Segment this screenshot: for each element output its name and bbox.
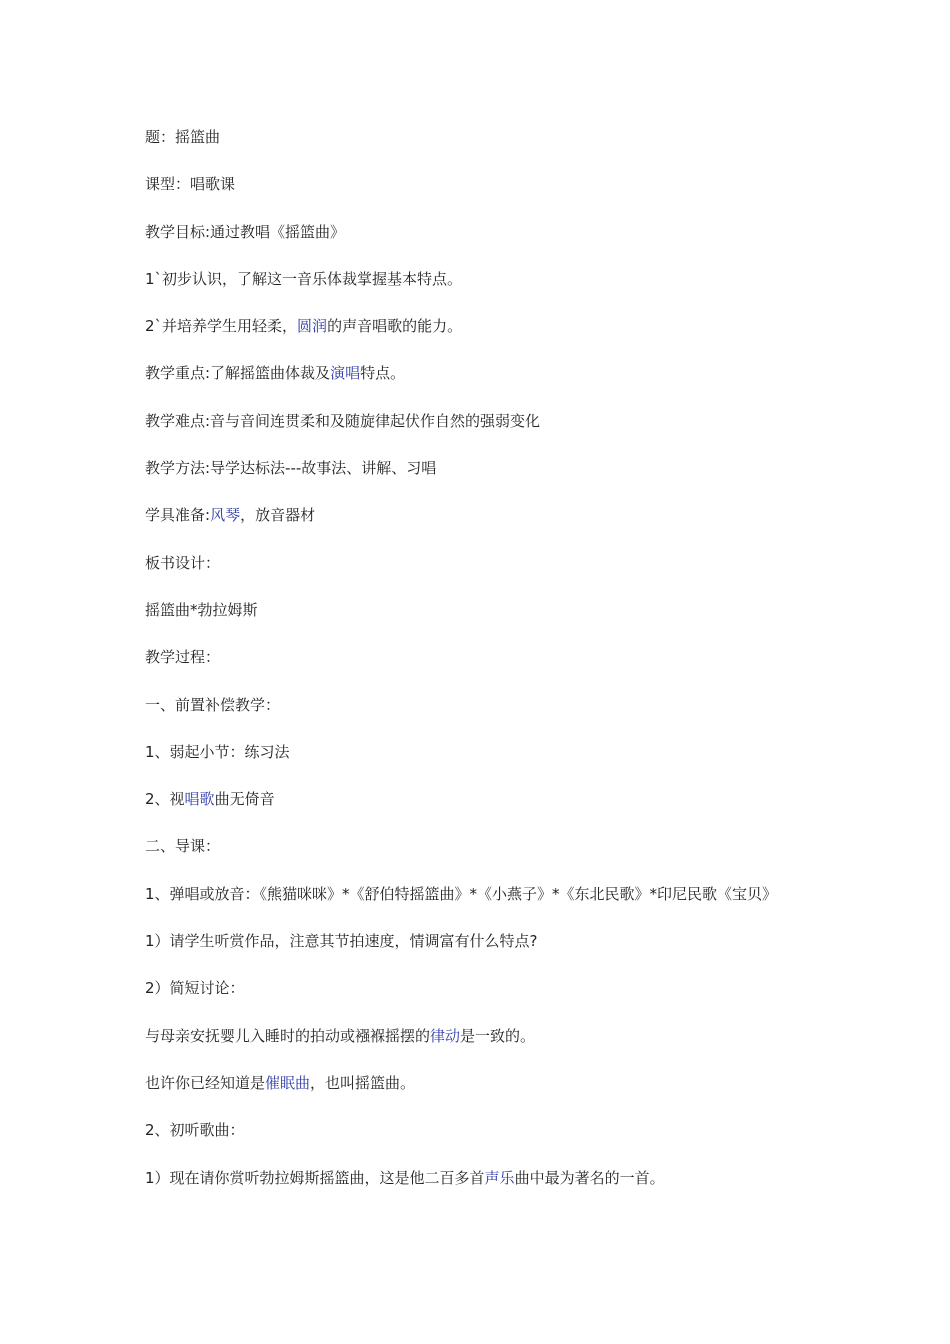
section-1-item-1: 1、弱起小节：练习法 xyxy=(145,742,290,761)
materials-line: 学具准备:风琴，放音器材 xyxy=(145,506,316,525)
link-changge[interactable]: 唱歌 xyxy=(184,790,215,809)
teaching-goal-line: 教学目标:通过教唱《摇篮曲》 xyxy=(145,222,346,241)
link-fengqin[interactable]: 风琴 xyxy=(210,506,241,525)
link-cuimianqu[interactable]: 催眠曲 xyxy=(265,1073,311,1092)
document-body xyxy=(145,126,845,1214)
section-2-sub-1: 1）请学生听赏作品，注意其节拍速度，情调富有什么特点? xyxy=(145,932,538,951)
goal-item-1: 1`初步认识，了解这一音乐体裁掌握基本特点。 xyxy=(145,269,463,288)
key-point-line: 教学重点:了解摇篮曲体裁及演唱特点。 xyxy=(145,364,406,383)
method-line: 教学方法:导学达标法---故事法、讲解、习唱 xyxy=(145,459,437,478)
discussion-line-1: 与母亲安抚婴儿入睡时的拍动或襁褓摇摆的律动是一致的。 xyxy=(145,1026,536,1045)
section-1-item-2: 2、视唱歌曲无倚音 xyxy=(145,790,275,809)
difficulty-line: 教学难点:音与音间连贯柔和及随旋律起伏作自然的强弱变化 xyxy=(145,411,541,430)
discussion-line-2: 也许你已经知道是催眠曲，也叫摇篮曲。 xyxy=(145,1073,416,1092)
board-design-line: 板书设计： xyxy=(145,553,221,572)
listening-line-1: 1）现在请你赏听勃拉姆斯摇篮曲，这是他二百多首声乐曲中最为著名的一首。 xyxy=(145,1168,665,1187)
section-2-sub-2: 2）简短讨论： xyxy=(145,979,245,998)
link-yanchang[interactable]: 演唱 xyxy=(330,364,361,383)
board-content-line: 摇篮曲*勃拉姆斯 xyxy=(145,600,258,619)
lesson-type-line: 课型：唱歌课 xyxy=(145,175,236,194)
section-1-heading: 一、前置补偿教学： xyxy=(145,695,281,714)
link-lvdong[interactable]: 律动 xyxy=(430,1026,461,1045)
link-shengyue[interactable]: 声乐 xyxy=(484,1168,515,1187)
link-yuanrun[interactable]: 圆润 xyxy=(297,317,328,336)
process-heading: 教学过程： xyxy=(145,648,221,667)
section-2-item-2: 2、初听歌曲： xyxy=(145,1121,245,1140)
section-2-item-1: 1、弹唱或放音：《熊猫咪咪》*《舒伯特摇篮曲》*《小燕子》*《东北民歌》*印尼民歌《宝贝》 xyxy=(145,884,778,903)
title-line: 题：摇篮曲 xyxy=(145,128,221,146)
goal-item-2: 2`并培养学生用轻柔，圆润的声音唱歌的能力。 xyxy=(145,317,463,336)
section-2-heading: 二、导课： xyxy=(145,837,221,856)
